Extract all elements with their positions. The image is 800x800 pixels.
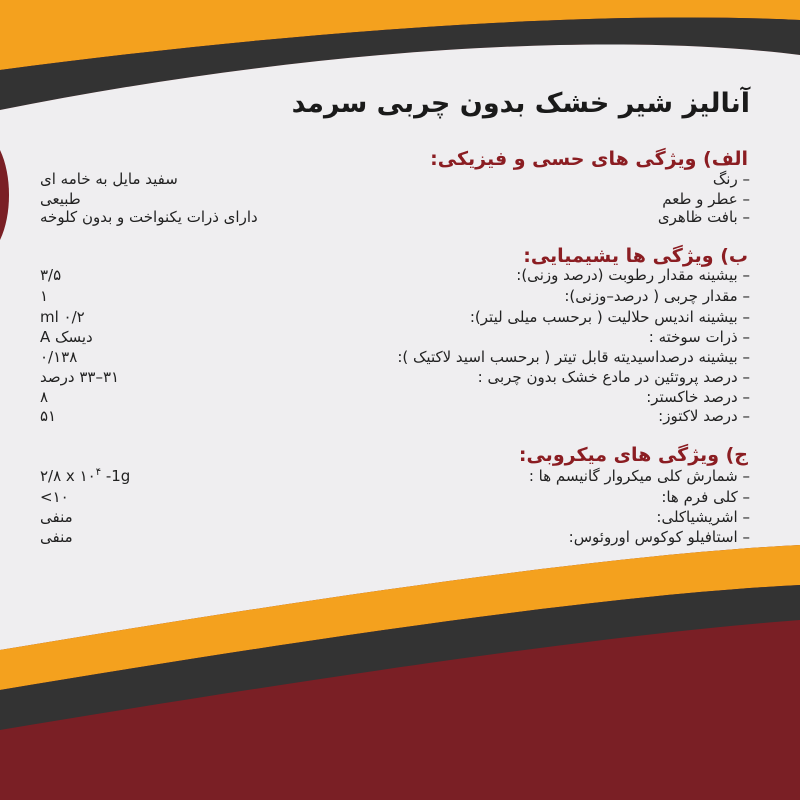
item-label: – شمارش کلی میکروار گانیسم ها : [528,467,750,485]
item-value: سفید مایل به خامه ای [40,170,178,188]
item-label: – درصد خاکستر: [646,388,750,406]
list-item [40,488,750,510]
item-value-total-count [40,467,130,485]
item-label: – عطر و طعم [662,190,750,208]
item-value: منفی [40,528,73,546]
count-unit: -1g [101,467,131,485]
item-label: – مقدار چربی ( درصد–وزنی): [564,287,750,305]
count-mantissa: ۲/۸ x ۱۰ [40,467,96,485]
item-value: <۱۰ [40,488,69,506]
list-item [40,407,750,429]
item-label: – استافیلو کوکوس اوروئوس: [568,528,750,546]
page-title: آنالیز شیر خشک بدون چربی سرمد [291,88,750,119]
list-item [40,508,750,530]
item-value: ۸ [40,388,49,406]
item-value: ۰/۱۳۸ [40,348,78,366]
count-exponent: ۴ [95,467,102,478]
list-item [40,368,750,390]
item-value: طبیعی [40,190,81,208]
item-label: – بیشینه اندیس حلالیت ( برحسب میلی لیتر): [469,308,750,326]
list-item [40,528,750,550]
section-heading-microbial: ج) ویژگی های میکروبی: [518,444,748,466]
item-value: دیسک A [40,328,93,346]
item-value: ۳/۵ [40,266,62,284]
item-label: – اشریشیاکلی: [656,508,750,526]
item-value: ۳۱–۳۳ درصد [40,368,120,386]
item-label: – درصد لاکتوز: [658,407,750,425]
list-item [40,170,750,192]
list-item [40,308,750,330]
item-value: ml ۰/۲ [40,308,85,326]
list-item [40,266,750,288]
list-item [40,287,750,309]
list-item [40,348,750,370]
item-label: – ذرات سوخته : [648,328,750,346]
item-label: – درصد پروتئین در مادع خشک بدون چربی : [477,368,750,386]
item-value: ۵۱ [40,407,57,425]
list-item [40,328,750,350]
section-heading-sensory: الف) ویژگی های حسی و فیزیکی: [430,148,748,170]
item-label: – بافت ظاهری [657,208,750,226]
list-item [40,467,750,489]
item-label: – بیشینه مقدار رطوبت (درصد وزنی): [516,266,750,284]
item-label: – کلی فرم ها: [661,488,750,506]
item-value: ۱ [40,287,49,305]
item-value: دارای ذرات یکنواخت و بدون کلوخه [40,208,258,226]
item-value: منفی [40,508,73,526]
section-heading-chemical: ب) ویژگی ها یشیمیایی: [523,245,748,267]
item-label: – بیشینه درصداسیدیته قابل تیتر ( برحسب اسید لاکتیک ): [397,348,750,366]
list-item [40,208,750,230]
item-label: – رنگ [712,170,750,188]
